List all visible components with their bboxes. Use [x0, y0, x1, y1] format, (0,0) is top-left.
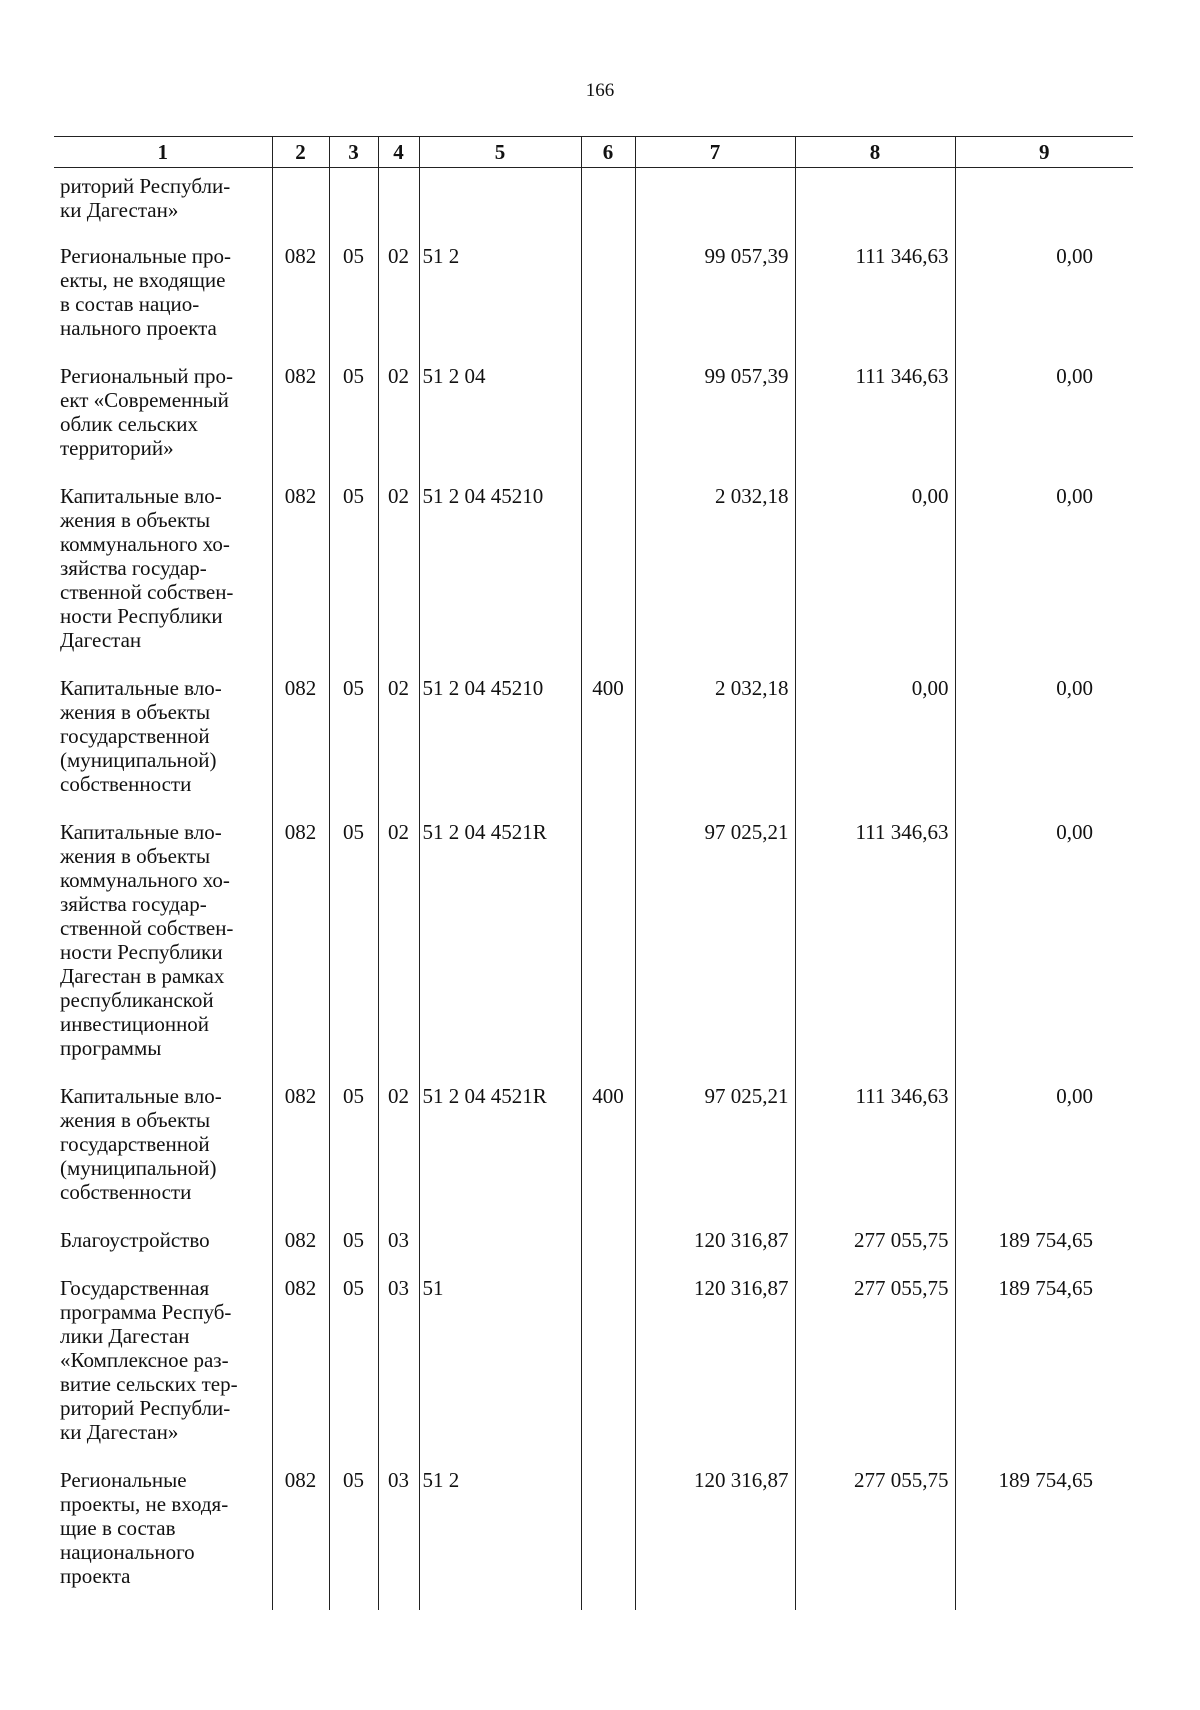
table-row: [54, 674, 1133, 818]
admin-code-cell: 082: [272, 1082, 329, 1226]
amount-col8-cell: 277 055,75: [795, 1466, 955, 1610]
header-cell-7: 7: [635, 137, 795, 168]
table-row: [54, 1082, 1133, 1226]
amount-col7-cell: [635, 168, 795, 243]
section-code-cell: 05: [329, 818, 378, 1082]
header-cell-6: 6: [581, 137, 635, 168]
section-code-cell: 05: [329, 1466, 378, 1610]
section-code-cell: 05: [329, 1226, 378, 1274]
amount-col8-cell: 111 346,63: [795, 362, 955, 482]
expense-type-cell: 400: [581, 1082, 635, 1226]
header-cell-1: 1: [54, 137, 272, 168]
table-row: [54, 818, 1133, 1082]
admin-code-cell: 082: [272, 1226, 329, 1274]
header-cell-8: 8: [795, 137, 955, 168]
table-row: [54, 1226, 1133, 1274]
amount-col8-cell: 277 055,75: [795, 1274, 955, 1466]
amount-col9-cell: [955, 168, 1133, 243]
target-article-cell: [419, 168, 581, 243]
section-code-cell: 05: [329, 242, 378, 362]
target-article-cell: 51: [419, 1274, 581, 1466]
row-name-cell: Благоустройство: [60, 1228, 210, 1252]
target-article-cell: 51 2 04 45210: [419, 674, 581, 818]
amount-col9-cell: 189 754,65: [955, 1226, 1133, 1274]
amount-col9-cell: 0,00: [955, 242, 1133, 362]
subsection-code-cell: 02: [378, 1082, 419, 1226]
amount-col7-cell: 99 057,39: [635, 242, 795, 362]
amount-col8-cell: [795, 168, 955, 243]
section-code-cell: [329, 168, 378, 243]
table-body: [54, 168, 1133, 1611]
amount-col8-cell: 111 346,63: [795, 1082, 955, 1226]
expense-type-cell: [581, 168, 635, 243]
amount-col7-cell: 97 025,21: [635, 818, 795, 1082]
admin-code-cell: [272, 168, 329, 243]
row-name-cell: Капитальные вло- жения в объекты государственной (муниципальной) собственности: [60, 1084, 222, 1204]
expense-type-cell: [581, 1226, 635, 1274]
section-code-cell: 05: [329, 362, 378, 482]
amount-col7-cell: 99 057,39: [635, 362, 795, 482]
subsection-code-cell: 03: [378, 1466, 419, 1610]
amount-col8-cell: 111 346,63: [795, 242, 955, 362]
expense-type-cell: [581, 818, 635, 1082]
amount-col7-cell: 97 025,21: [635, 1082, 795, 1226]
amount-col9-cell: 0,00: [955, 1082, 1133, 1226]
row-name-cell: Государственная программа Респуб- лики Дагестан «Комплексное раз- витие сельских тер- риторий Республи- ки Дагестан»: [60, 1276, 238, 1444]
amount-col9-cell: 189 754,65: [955, 1274, 1133, 1466]
admin-code-cell: 082: [272, 1274, 329, 1466]
admin-code-cell: 082: [272, 362, 329, 482]
amount-col8-cell: 111 346,63: [795, 818, 955, 1082]
row-name-cell: Региональные про- екты, не входящие в состав нацио- нального проекта: [60, 244, 232, 340]
expense-type-cell: [581, 242, 635, 362]
row-name-cell: Капитальные вло- жения в объекты коммунального хо- зяйства государ- ственной собствен- ности Республики Дагестан в рамках республиканской инвестиционной программы: [60, 820, 234, 1060]
subsection-code-cell: 02: [378, 482, 419, 674]
table-row: [54, 1466, 1133, 1610]
admin-code-cell: 082: [272, 482, 329, 674]
header-cell-5: 5: [419, 137, 581, 168]
table-row: [54, 482, 1133, 674]
admin-code-cell: 082: [272, 818, 329, 1082]
table-row: [54, 168, 1133, 243]
row-name-cell: Капитальные вло- жения в объекты коммунального хо- зяйства государ- ственной собствен- ности Республики Дагестан: [60, 484, 234, 652]
page-number: 166: [585, 80, 615, 101]
amount-col9-cell: 189 754,65: [955, 1466, 1133, 1610]
header-cell-9: 9: [955, 137, 1133, 168]
target-article-cell: 51 2 04 4521R: [419, 818, 581, 1082]
target-article-cell: 51 2: [419, 242, 581, 362]
amount-col9-cell: 0,00: [955, 362, 1133, 482]
amount-col7-cell: 2 032,18: [635, 674, 795, 818]
amount-col7-cell: 2 032,18: [635, 482, 795, 674]
admin-code-cell: 082: [272, 674, 329, 818]
subsection-code-cell: 02: [378, 818, 419, 1082]
admin-code-cell: 082: [272, 242, 329, 362]
row-name-cell: риторий Республи- ки Дагестан»: [60, 174, 231, 222]
section-code-cell: 05: [329, 1274, 378, 1466]
header-cell-4: 4: [378, 137, 419, 168]
amount-col9-cell: 0,00: [955, 482, 1133, 674]
amount-col8-cell: 277 055,75: [795, 1226, 955, 1274]
expense-type-cell: [581, 1274, 635, 1466]
table-row: [54, 362, 1133, 482]
row-name-cell: Региональный про- ект «Современный облик сельских территорий»: [60, 364, 233, 460]
subsection-code-cell: 02: [378, 362, 419, 482]
budget-table-container: [54, 136, 1133, 1588]
admin-code-cell: 082: [272, 1466, 329, 1610]
expense-type-cell: [581, 482, 635, 674]
section-code-cell: 05: [329, 1082, 378, 1226]
budget-table: [54, 136, 1133, 1610]
section-code-cell: 05: [329, 674, 378, 818]
amount-col9-cell: 0,00: [955, 818, 1133, 1082]
amount-col7-cell: 120 316,87: [635, 1274, 795, 1466]
header-row: [54, 137, 1133, 168]
amount-col7-cell: 120 316,87: [635, 1226, 795, 1274]
header-cell-3: 3: [329, 137, 378, 168]
subsection-code-cell: 03: [378, 1274, 419, 1466]
subsection-code-cell: 02: [378, 674, 419, 818]
expense-type-cell: [581, 1466, 635, 1610]
amount-col9-cell: 0,00: [955, 674, 1133, 818]
amount-col8-cell: 0,00: [795, 482, 955, 674]
header-cell-2: 2: [272, 137, 329, 168]
target-article-cell: 51 2 04 4521R: [419, 1082, 581, 1226]
target-article-cell: [419, 1226, 581, 1274]
subsection-code-cell: 03: [378, 1226, 419, 1274]
amount-col7-cell: 120 316,87: [635, 1466, 795, 1610]
expense-type-cell: [581, 362, 635, 482]
target-article-cell: 51 2 04: [419, 362, 581, 482]
target-article-cell: 51 2 04 45210: [419, 482, 581, 674]
table-row: [54, 242, 1133, 362]
subsection-code-cell: 02: [378, 242, 419, 362]
table-row: [54, 1274, 1133, 1466]
expense-type-cell: 400: [581, 674, 635, 818]
target-article-cell: 51 2: [419, 1466, 581, 1610]
row-name-cell: Региональные проекты, не входя- щие в состав национального проекта: [60, 1468, 229, 1588]
row-name-cell: Капитальные вло- жения в объекты государственной (муниципальной) собственности: [60, 676, 222, 796]
amount-col8-cell: 0,00: [795, 674, 955, 818]
section-code-cell: 05: [329, 482, 378, 674]
subsection-code-cell: [378, 168, 419, 243]
